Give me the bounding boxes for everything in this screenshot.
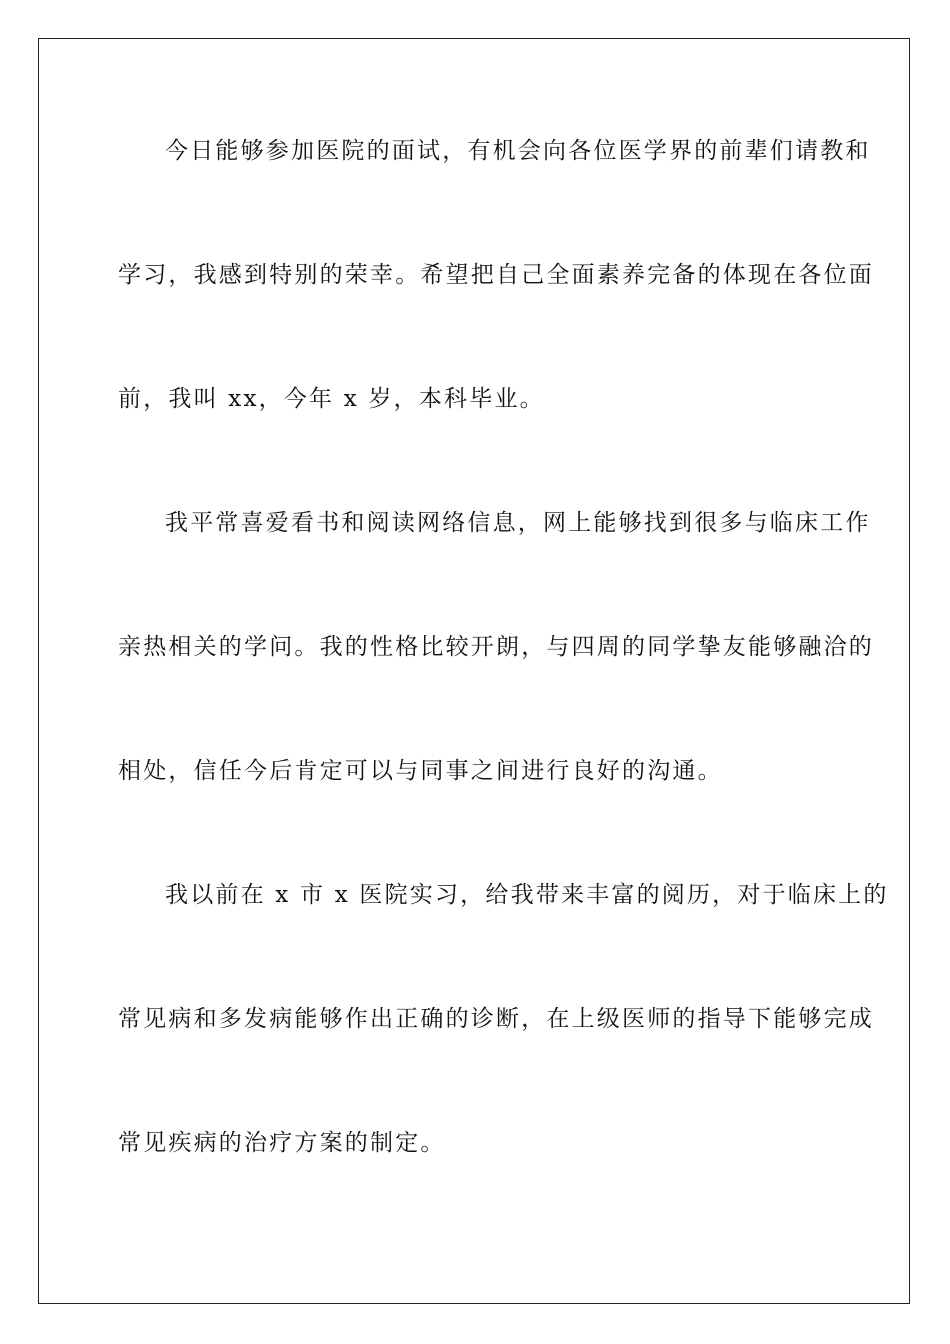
paragraph-3-line-3: 常见疾病的治疗方案的制定。 xyxy=(118,1130,446,1156)
paragraph-1-line-3: 前，我叫 xx，今年 x 岁，本科毕业。 xyxy=(118,386,545,412)
paragraph-2-line-1: 我平常喜爱看书和阅读网络信息，网上能够找到很多与临床工作 xyxy=(165,510,871,536)
paragraph-1-line-1: 今日能够参加医院的面试，有机会向各位医学界的前辈们请教和 xyxy=(165,138,871,164)
paragraph-3-line-2: 常见病和多发病能够作出正确的诊断，在上级医师的指导下能够完成 xyxy=(118,1006,874,1032)
page-border xyxy=(38,38,910,1304)
paragraph-2-line-3: 相处，信任今后肯定可以与同事之间进行良好的沟通。 xyxy=(118,758,723,784)
paragraph-3-line-1: 我以前在 x 市 x 医院实习，给我带来丰富的阅历，对于临床上的 xyxy=(165,882,889,908)
paragraph-1-line-2: 学习，我感到特别的荣幸。希望把自己全面素养完备的体现在各位面 xyxy=(118,262,874,288)
paragraph-2-line-2: 亲热相关的学问。我的性格比较开朗，与四周的同学挚友能够融洽的 xyxy=(118,634,874,660)
